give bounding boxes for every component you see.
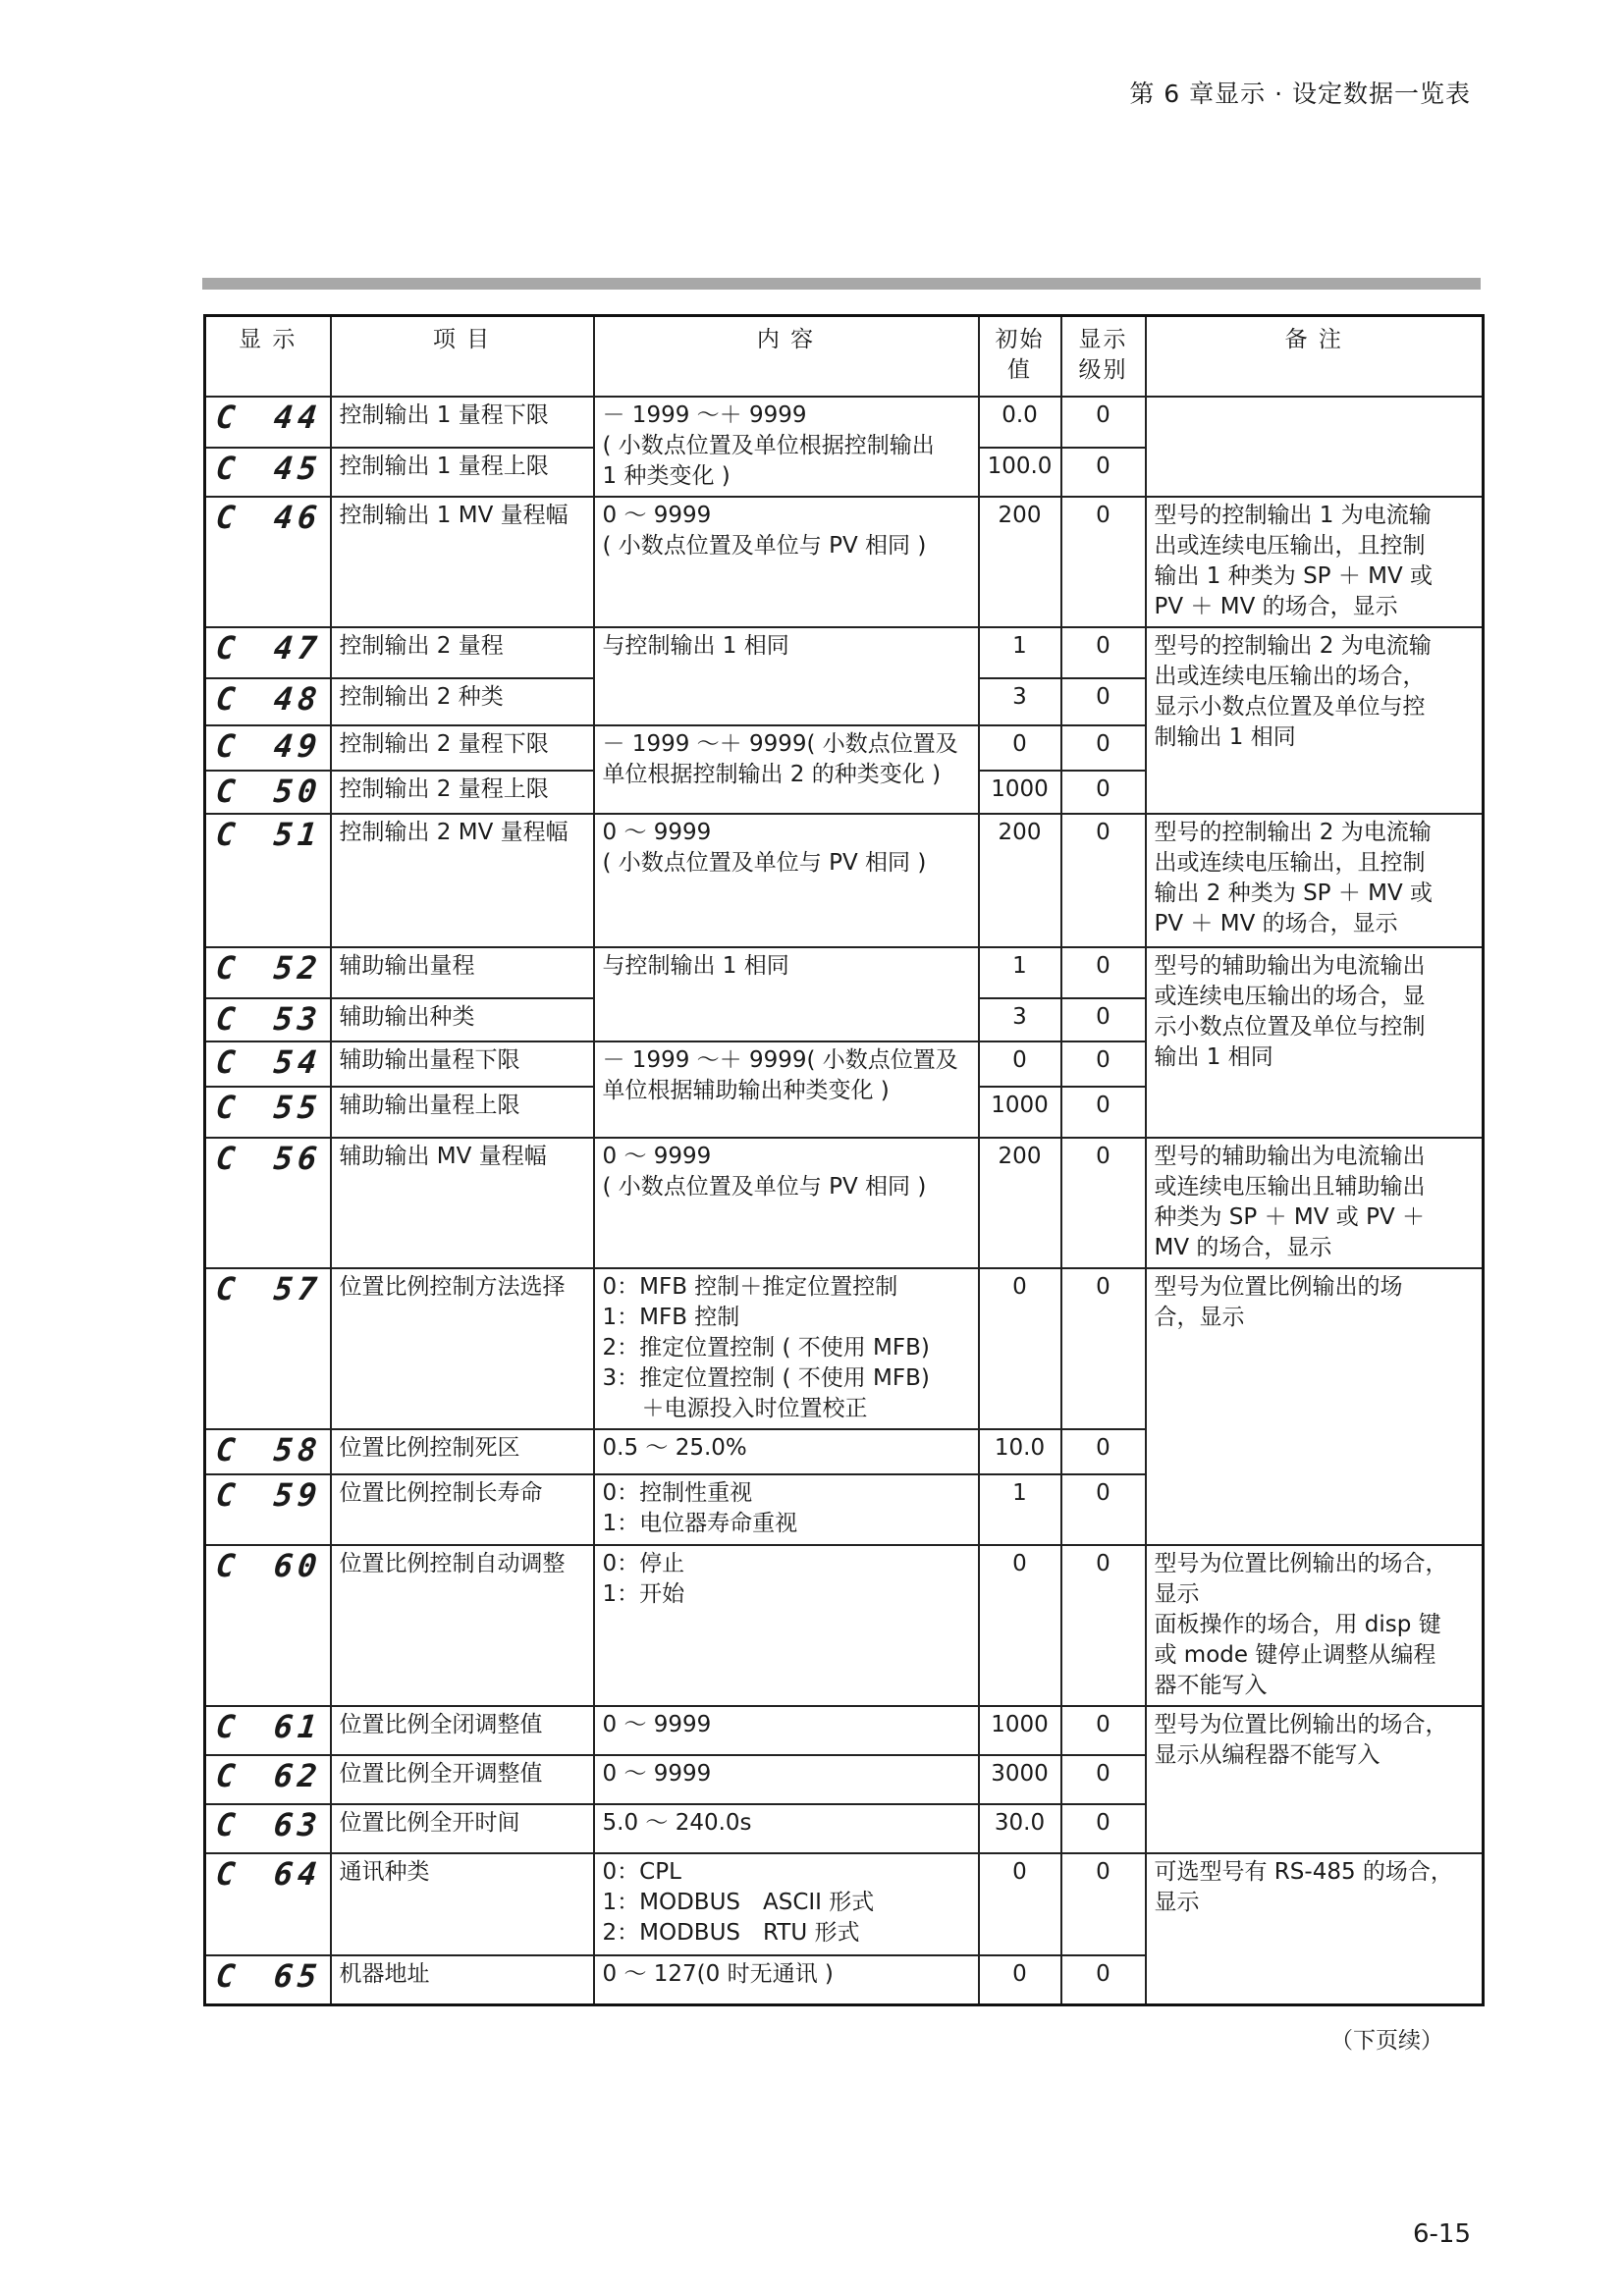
display-code [205,1429,331,1474]
content-cell [594,1804,979,1853]
note-cell [1146,1138,1484,1268]
note-cell [1146,1706,1484,1853]
text-line: PV ＋ MV 的场合，显示 [1154,911,1398,936]
lcd-number: 50 [271,773,324,810]
display-code [205,1041,331,1087]
text-line: 型号的控制输出 1 为电流输 [1154,503,1432,528]
header-level [1061,316,1146,398]
text-line: 出或连续电压输出，且控制 [1154,533,1426,559]
text-line: ＋电源投入时位置校正 [641,1396,868,1421]
item-name: 辅助输出种类 [331,998,594,1041]
note-cell [1146,814,1484,947]
display-level: 0 [1061,497,1146,627]
display-code [205,627,331,678]
table-header-row [205,316,1484,398]
initial-value: 1000 [979,771,1061,814]
display-level: 0 [1061,1955,1146,2004]
content-cell [594,725,979,814]
text-line: 显示小数点位置及单位与控 [1154,694,1426,720]
initial-value: 3 [979,678,1061,725]
text-line: 显示 [1154,1890,1200,1915]
text-line: ( 小数点位置及单位与 PV 相同 ) [602,1174,927,1200]
text-line: 或连续电压输出的场合，显 [1154,984,1426,1009]
header-display: 显 示 [205,316,331,398]
note-cell [1146,1268,1484,1545]
continued-note: （下页续） [1330,2028,1443,2054]
initial-value: 200 [979,497,1061,627]
content-cell [594,497,979,627]
text-line: 或连续电压输出且辅助输出 [1154,1174,1426,1200]
text-line: 可选型号有 RS-485 的场合， [1154,1859,1453,1885]
header-note: 备 注 [1146,316,1484,398]
display-level: 0 [1061,1755,1146,1804]
table-row [205,1545,1484,1706]
initial-value: 1 [979,947,1061,998]
display-code [205,1853,331,1955]
table-row [205,814,1484,947]
display-level: 0 [1061,771,1146,814]
display-level: 0 [1061,1087,1146,1138]
initial-value: 0 [979,1041,1061,1087]
table-row [205,627,1484,678]
item-name: 辅助输出 MV 量程幅 [331,1138,594,1268]
lcd-number: 59 [271,1476,324,1514]
content-cell [594,1429,979,1474]
display-code [205,678,331,725]
content-cell [594,1138,979,1268]
display-code [205,1268,331,1429]
section-rule [202,278,1481,290]
lcd-number: 45 [271,450,324,488]
item-name: 通讯种类 [331,1853,594,1955]
display-level: 0 [1061,1268,1146,1429]
display-level: 0 [1061,397,1146,448]
item-name: 辅助输出量程下限 [331,1041,594,1087]
text-line: 与控制输出 1 相同 [602,953,789,979]
table-row [205,1853,1484,1955]
item-name: 机器地址 [331,1955,594,2004]
text-line: ( 小数点位置及单位根据控制输出 [602,433,935,458]
lcd-number: 49 [271,727,324,765]
table-row [205,497,1484,627]
content-cell [594,1755,979,1804]
text-line: 型号为位置比例输出的场合， [1154,1551,1448,1576]
text-line: 制输出 1 相同 [1154,724,1296,750]
text-line: 0.5 ～ 25.0% [602,1435,747,1461]
text-line: 3：推定位置控制 ( 不使用 MFB) [602,1365,930,1391]
item-name: 控制输出 1 MV 量程幅 [331,497,594,627]
text-line: 0 ～ 127(0 时无通讯 ) [602,1961,834,1987]
text-line: 0：控制性重视 [602,1480,753,1506]
text-line: 2：推定位置控制 ( 不使用 MFB) [602,1335,930,1361]
item-name: 位置比例控制死区 [331,1429,594,1474]
text-line: 输出 1 相同 [1154,1044,1273,1070]
initial-value: 0 [979,1545,1061,1706]
lcd-prefix: C [214,1957,239,1995]
note-cell [1146,627,1484,814]
text-line: 1：电位器寿命重视 [602,1511,798,1536]
lcd-number: 62 [271,1757,324,1794]
item-name: 控制输出 1 量程上限 [331,448,594,497]
lcd-number: 64 [271,1855,324,1893]
text-line: 5.0 ～ 240.0s [602,1810,752,1836]
display-code [205,1087,331,1138]
initial-value: 200 [979,1138,1061,1268]
text-line: 1：MFB 控制 [602,1305,740,1330]
lcd-prefix: C [214,1043,239,1081]
item-name: 辅助输出量程上限 [331,1087,594,1138]
display-code [205,725,331,771]
text-line: 面板操作的场合，用 disp 键 [1154,1612,1441,1637]
text-line: 与控制输出 1 相同 [602,633,789,659]
lcd-prefix: C [214,629,239,667]
page-number: 6-15 [1412,2219,1471,2249]
text-line: 1：MODBUS ASCII 形式 [602,1890,875,1915]
lcd-prefix: C [214,1000,239,1038]
text-line: 型号的辅助输出为电流输出 [1154,1144,1426,1169]
text-line: ( 小数点位置及单位与 PV 相同 ) [602,850,927,876]
table-row [205,397,1484,448]
text-line: ( 小数点位置及单位与 PV 相同 ) [602,533,927,559]
initial-value: 10.0 [979,1429,1061,1474]
display-code [205,814,331,947]
lcd-number: 51 [271,816,324,853]
initial-value: 0 [979,725,1061,771]
initial-value: 0 [979,1955,1061,2004]
display-code [205,947,331,998]
lcd-prefix: C [214,1708,239,1745]
item-name: 控制输出 2 种类 [331,678,594,725]
item-name: 位置比例全开时间 [331,1804,594,1853]
text-line: 种类为 SP ＋ MV 或 PV ＋ [1154,1204,1426,1230]
text-line: 型号的控制输出 2 为电流输 [1154,633,1432,659]
initial-value: 1000 [979,1706,1061,1755]
item-name: 控制输出 2 量程下限 [331,725,594,771]
text-line: 1：开始 [602,1581,685,1607]
item-name: 位置比例控制自动调整 [331,1545,594,1706]
display-level: 0 [1061,1706,1146,1755]
text-line: 单位根据辅助输出种类变化 ) [602,1078,890,1103]
display-code [205,1138,331,1268]
content-cell [594,397,979,497]
item-name: 控制输出 2 MV 量程幅 [331,814,594,947]
content-cell [594,947,979,1041]
lcd-number: 52 [271,949,324,987]
table-row [205,1268,1484,1429]
display-level: 0 [1061,1138,1146,1268]
header-initial: 初始值 [979,316,1061,398]
content-cell [594,1545,979,1706]
text-line: 显示从编程器不能写入 [1154,1742,1380,1768]
initial-value: 1 [979,627,1061,678]
display-level: 0 [1061,1429,1146,1474]
text-line: 0 ～ 9999 [602,1144,712,1169]
display-level: 0 [1061,1474,1146,1545]
lcd-prefix: C [214,1806,239,1843]
item-name: 控制输出 1 量程下限 [331,397,594,448]
text-line: 0 ～ 9999 [602,820,712,845]
text-line: 0 ～ 9999 [602,1761,712,1787]
initial-value: 1 [979,1474,1061,1545]
text-line: 出或连续电压输出的场合， [1154,664,1426,689]
display-level: 0 [1061,1041,1146,1087]
initial-value: 100.0 [979,448,1061,497]
display-level: 0 [1061,725,1146,771]
table-row [205,1706,1484,1755]
lcd-number: 54 [271,1043,324,1081]
text-line: 示小数点位置及单位与控制 [1154,1014,1426,1040]
lcd-prefix: C [214,1855,239,1893]
display-level: 0 [1061,1545,1146,1706]
display-code [205,998,331,1041]
lcd-prefix: C [214,399,239,436]
item-name: 位置比例全闭调整值 [331,1706,594,1755]
text-line: 0：停止 [602,1551,685,1576]
initial-value: 30.0 [979,1804,1061,1853]
display-code [205,397,331,448]
display-level: 0 [1061,814,1146,947]
text-line: MV 的场合，显示 [1154,1235,1332,1260]
item-name: 辅助输出量程 [331,947,594,998]
display-code [205,497,331,627]
content-cell [594,814,979,947]
display-level: 0 [1061,627,1146,678]
lcd-number: 44 [271,399,324,436]
lcd-prefix: C [214,499,239,536]
text-line: 0：CPL [602,1859,681,1885]
display-code [205,771,331,814]
lcd-number: 47 [271,629,324,667]
lcd-prefix: C [214,1270,239,1308]
initial-value: 0.0 [979,397,1061,448]
lcd-prefix: C [214,1757,239,1794]
text-line: 或 mode 键停止调整从编程 [1154,1642,1436,1668]
display-code [205,1706,331,1755]
item-name: 位置比例全开调整值 [331,1755,594,1804]
content-cell [594,1474,979,1545]
content-cell [594,1853,979,1955]
table-row [205,947,1484,998]
display-level: 0 [1061,998,1146,1041]
display-code [205,448,331,497]
display-code [205,1955,331,2004]
lcd-number: 48 [271,680,324,718]
item-name: 位置比例控制方法选择 [331,1268,594,1429]
note-cell [1146,947,1484,1138]
display-level: 0 [1061,947,1146,998]
content-cell [594,1955,979,2004]
text-line: 出或连续电压输出，且控制 [1154,850,1426,876]
chapter-header: 第 6 章显示 · 设定数据一览表 [1129,80,1471,108]
note-cell [1146,497,1484,627]
lcd-prefix: C [214,949,239,987]
header-content: 内 容 [594,316,979,398]
initial-value: 1000 [979,1087,1061,1138]
header-level-line1: 显示 [1078,327,1128,352]
lcd-number: 60 [271,1547,324,1584]
text-line: 单位根据控制输出 2 的种类变化 ) [602,762,942,787]
lcd-number: 57 [271,1270,324,1308]
text-line: 合，显示 [1154,1305,1245,1330]
note-cell [1146,397,1484,497]
initial-value: 0 [979,1853,1061,1955]
text-line: 型号为位置比例输出的场合， [1154,1712,1448,1737]
display-code [205,1755,331,1804]
text-line: － 1999 ～＋ 9999( 小数点位置及 [602,1047,958,1073]
lcd-prefix: C [214,1476,239,1514]
text-line: 显示 [1154,1581,1200,1607]
initial-value: 3 [979,998,1061,1041]
display-code [205,1804,331,1853]
content-cell [594,1041,979,1138]
initial-value: 0 [979,1268,1061,1429]
lcd-number: 53 [271,1000,324,1038]
initial-value: 3000 [979,1755,1061,1804]
settings-table [203,314,1485,2006]
text-line: － 1999 ～＋ 9999( 小数点位置及 [602,731,958,757]
lcd-number: 55 [271,1089,324,1126]
text-line: 输出 2 种类为 SP ＋ MV 或 [1154,881,1434,906]
content-cell [594,1268,979,1429]
lcd-prefix: C [214,1547,239,1584]
content-cell [594,1706,979,1755]
lcd-number: 65 [271,1957,324,1995]
text-line: 器不能写入 [1154,1673,1268,1698]
text-line: 0 ～ 9999 [602,1712,712,1737]
content-cell [594,627,979,725]
lcd-prefix: C [214,1089,239,1126]
display-level: 0 [1061,678,1146,725]
display-level: 0 [1061,1804,1146,1853]
item-name: 控制输出 2 量程上限 [331,771,594,814]
text-line: － 1999 ～＋ 9999 [602,402,807,428]
header-item: 项 目 [331,316,594,398]
display-level: 0 [1061,1853,1146,1955]
text-line: 型号的控制输出 2 为电流输 [1154,820,1432,845]
lcd-prefix: C [214,816,239,853]
lcd-prefix: C [214,1431,239,1468]
lcd-prefix: C [214,680,239,718]
header-level-line2: 级别 [1078,357,1128,383]
display-code [205,1474,331,1545]
text-line: 0：MFB 控制＋推定位置控制 [602,1274,898,1300]
text-line: 1 种类变化 ) [602,463,731,489]
text-line: 输出 1 种类为 SP ＋ MV 或 [1154,563,1434,589]
display-level: 0 [1061,448,1146,497]
lcd-number: 56 [271,1140,324,1177]
display-code [205,1545,331,1706]
item-name: 位置比例控制长寿命 [331,1474,594,1545]
lcd-prefix: C [214,773,239,810]
text-line: PV ＋ MV 的场合，显示 [1154,594,1398,619]
initial-value: 200 [979,814,1061,947]
item-name: 控制输出 2 量程 [331,627,594,678]
lcd-number: 46 [271,499,324,536]
table-row [205,1138,1484,1268]
note-cell [1146,1853,1484,2004]
lcd-number: 61 [271,1708,324,1745]
text-line: 2：MODBUS RTU 形式 [602,1920,860,1946]
text-line: 型号为位置比例输出的场 [1154,1274,1403,1300]
lcd-prefix: C [214,727,239,765]
lcd-prefix: C [214,450,239,488]
note-cell [1146,1545,1484,1706]
lcd-number: 63 [271,1806,324,1843]
text-line: 型号的辅助输出为电流输出 [1154,953,1426,979]
lcd-number: 58 [271,1431,324,1468]
lcd-prefix: C [214,1140,239,1177]
text-line: 0 ～ 9999 [602,503,712,528]
